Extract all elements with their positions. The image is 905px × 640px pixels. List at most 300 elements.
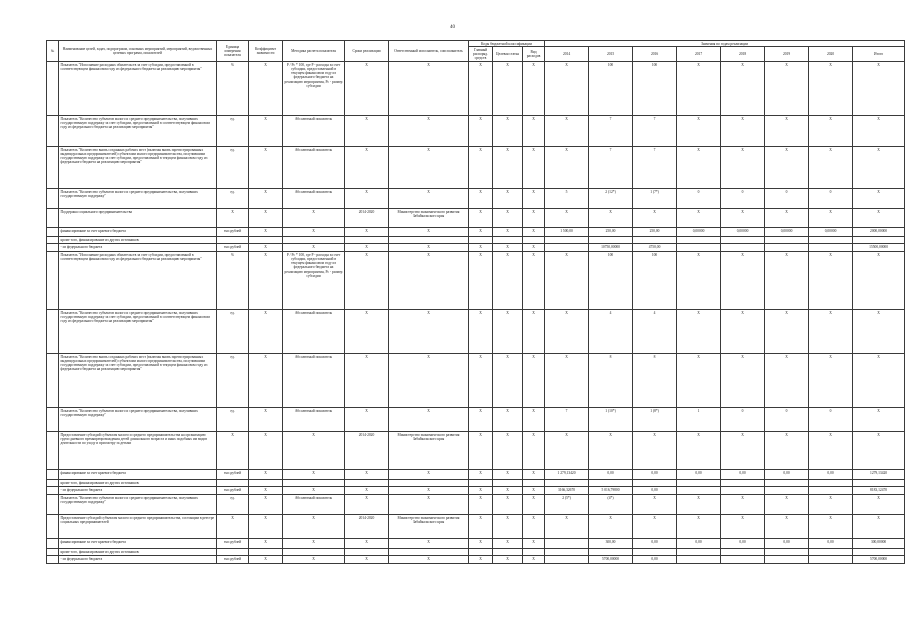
cell-name: кроме того, финансирование из других источников: xyxy=(59,549,217,556)
cell-method: Х xyxy=(283,209,345,228)
cell-kbk-cs: Х xyxy=(493,539,523,549)
cell-kbk-cs: Х xyxy=(493,147,523,189)
cell-kbk-gr: Х xyxy=(469,515,493,539)
cell-unit: тыс.рублей xyxy=(217,228,249,237)
cell-resp xyxy=(389,480,469,487)
page-number: 40 xyxy=(450,25,455,30)
cell-kbk-gr: Х xyxy=(469,209,493,228)
cell-num xyxy=(47,539,59,549)
cell-year-value: Х xyxy=(633,515,677,539)
cell-total: 8183,12470 xyxy=(853,487,905,495)
cell-term: Х xyxy=(345,556,389,564)
cell-resp: Х xyxy=(389,556,469,564)
cell-year-value: (4*) xyxy=(589,495,633,515)
cell-term: Х xyxy=(345,354,389,408)
cell-num xyxy=(47,228,59,237)
cell-kbk-gr xyxy=(469,237,493,244)
cell-resp: Х xyxy=(389,116,469,147)
cell-kbk-cs: Х xyxy=(493,228,523,237)
cell-kbk-gr: Х xyxy=(469,495,493,515)
cell-year-value: Х xyxy=(545,310,589,354)
cell-kbk-cs: Х xyxy=(493,495,523,515)
cell-year-value: 0 xyxy=(677,189,721,209)
cell-year-value: Х xyxy=(677,252,721,310)
cell-year-value: Х xyxy=(809,495,853,515)
cell-year-value: 4 xyxy=(589,310,633,354)
cell-kbk-cs: Х xyxy=(493,487,523,495)
cell-resp: Х xyxy=(389,470,469,480)
cell-year-value xyxy=(809,556,853,564)
cell-year-value: Х xyxy=(677,310,721,354)
cell-year-value: Х xyxy=(721,209,765,228)
cell-num xyxy=(47,244,59,252)
cell-kbk-vr: Х xyxy=(523,244,545,252)
table-row xyxy=(47,480,905,487)
cell-unit: тыс.рублей xyxy=(217,470,249,480)
cell-num xyxy=(47,116,59,147)
cell-kbk-gr: Х xyxy=(469,252,493,310)
col-year-header: 2014 xyxy=(545,47,589,62)
cell-year-value: 1 (8*) xyxy=(633,408,677,432)
cell-method: Х xyxy=(283,432,345,470)
cell-method: Х xyxy=(283,244,345,252)
cell-method: Абсолютный показатель xyxy=(283,310,345,354)
cell-unit: % xyxy=(217,252,249,310)
cell-kbk-gr: Х xyxy=(469,556,493,564)
cell-resp xyxy=(389,549,469,556)
cell-name: финансирование за счет краевого бюджета xyxy=(59,539,217,549)
cell-total: Х xyxy=(853,354,905,408)
cell-term: 2014-2020 xyxy=(345,515,389,539)
cell-kbk-cs: Х xyxy=(493,244,523,252)
cell-resp: Х xyxy=(389,495,469,515)
cell-year-value xyxy=(721,549,765,556)
cell-name: - из федерального бюджета xyxy=(59,487,217,495)
table-row xyxy=(47,116,905,147)
cell-year-value: 0,00 xyxy=(589,470,633,480)
cell-year-value: 300,00 xyxy=(589,539,633,549)
cell-year-value: Х xyxy=(545,62,589,116)
table-row xyxy=(47,470,905,480)
cell-year-value xyxy=(809,244,853,252)
cell-kbk-gr: Х xyxy=(469,408,493,432)
cell-kbk-gr: Х xyxy=(469,354,493,408)
cell-total: Х xyxy=(853,252,905,310)
cell-year-value: 7 xyxy=(589,147,633,189)
cell-year-value: 1 500,00 xyxy=(545,228,589,237)
cell-year-value: Х xyxy=(545,116,589,147)
cell-name: Предоставление субсидий субъектам малого и среднего предпринимательства на организацию групп дневного времяпрепровождения детей дошкольного возраста и иных подобных им видов деятельности по уходу и присмотру за детьми xyxy=(59,432,217,470)
cell-year-value: Х xyxy=(721,310,765,354)
cell-year-value: 250,00 xyxy=(633,228,677,237)
cell-kbk-vr: Х xyxy=(523,228,545,237)
cell-kbk-vr: Х xyxy=(523,147,545,189)
cell-coef: Х xyxy=(249,189,283,209)
cell-year-value: Х xyxy=(721,116,765,147)
cell-total: 2000,00000 xyxy=(853,228,905,237)
cell-year-value xyxy=(677,237,721,244)
cell-kbk-cs: Х xyxy=(493,515,523,539)
cell-kbk-gr: Х xyxy=(469,228,493,237)
cell-year-value: Х xyxy=(765,209,809,228)
cell-coef: Х xyxy=(249,515,283,539)
cell-year-value: 0,00000 xyxy=(721,228,765,237)
cell-coef: Х xyxy=(249,116,283,147)
cell-year-value: Х xyxy=(677,354,721,408)
cell-year-value: Х xyxy=(765,116,809,147)
cell-year-value: 0,00 xyxy=(809,539,853,549)
cell-coef: Х xyxy=(249,470,283,480)
cell-year-value: 2 (12*) xyxy=(589,189,633,209)
table-row xyxy=(47,209,905,228)
cell-term: Х xyxy=(345,189,389,209)
cell-coef: Х xyxy=(249,495,283,515)
cell-year-value xyxy=(765,244,809,252)
cell-year-value xyxy=(809,549,853,556)
cell-unit: тыс.рублей xyxy=(217,539,249,549)
cell-num xyxy=(47,549,59,556)
cell-num xyxy=(47,480,59,487)
cell-coef: Х xyxy=(249,62,283,116)
cell-year-value: Х xyxy=(633,432,677,470)
cell-unit: Х xyxy=(217,515,249,539)
cell-method: Х xyxy=(283,487,345,495)
cell-year-value: 0,00 xyxy=(765,539,809,549)
cell-year-value: Х xyxy=(545,147,589,189)
cell-method: Абсолютный показатель xyxy=(283,116,345,147)
cell-year-value: 5 xyxy=(545,189,589,209)
cell-resp: Х xyxy=(389,62,469,116)
cell-year-value: 4 xyxy=(633,310,677,354)
cell-method: Х xyxy=(283,515,345,539)
cell-coef: Х xyxy=(249,209,283,228)
cell-total: Х xyxy=(853,432,905,470)
cell-year-value: 250,00 xyxy=(589,228,633,237)
cell-term: Х xyxy=(345,539,389,549)
cell-name: Показатель "Количество субъектов малого и среднего предпринимательства, получивших государственную поддержку" xyxy=(59,408,217,432)
cell-unit: ед. xyxy=(217,354,249,408)
cell-kbk-cs xyxy=(493,480,523,487)
cell-term: Х xyxy=(345,116,389,147)
cell-unit: тыс.рублей xyxy=(217,244,249,252)
cell-year-value: Х xyxy=(633,209,677,228)
cell-year-value: Х xyxy=(721,432,765,470)
cell-year-value: Х xyxy=(545,432,589,470)
cell-year-value: 1 279,13420 xyxy=(545,470,589,480)
cell-year-value: 8 xyxy=(589,354,633,408)
cell-resp: Министерство экономического развития Забайкальского края xyxy=(389,515,469,539)
cell-year-value: 0,00000 xyxy=(677,228,721,237)
cell-kbk-cs: Х xyxy=(493,252,523,310)
cell-kbk-cs: Х xyxy=(493,310,523,354)
cell-year-value: Х xyxy=(721,495,765,515)
cell-year-value xyxy=(545,549,589,556)
cell-unit: ед. xyxy=(217,495,249,515)
cell-year-value: Х xyxy=(589,209,633,228)
cell-term: 2014-2020 xyxy=(345,432,389,470)
cell-kbk-cs: Х xyxy=(493,209,523,228)
cell-kbk-vr xyxy=(523,549,545,556)
cell-year-value xyxy=(809,480,853,487)
cell-year-value: 0 xyxy=(721,189,765,209)
cell-kbk-cs: Х xyxy=(493,354,523,408)
cell-term xyxy=(345,480,389,487)
cell-num xyxy=(47,147,59,189)
table-row xyxy=(47,237,905,244)
cell-kbk-vr: Х xyxy=(523,209,545,228)
cell-year-value: 0,00 xyxy=(765,470,809,480)
cell-name: Показатель "Количество субъектов малого и среднего предпринимательства, получивших государственную поддержку за счет субсидии, предоставленной в соответствующем финансовом году из федерального бюджета на реализацию мероприятия" xyxy=(59,310,217,354)
cell-term: Х xyxy=(345,310,389,354)
cell-unit: ед. xyxy=(217,408,249,432)
cell-coef: Х xyxy=(249,252,283,310)
cell-year-value xyxy=(633,237,677,244)
cell-coef xyxy=(249,480,283,487)
cell-year-value xyxy=(545,480,589,487)
cell-kbk-gr: Х xyxy=(469,310,493,354)
cell-year-value: Х xyxy=(765,495,809,515)
cell-total: Х xyxy=(853,310,905,354)
cell-kbk-gr: Х xyxy=(469,147,493,189)
cell-total: Х xyxy=(853,116,905,147)
cell-num xyxy=(47,408,59,432)
cell-resp: Х xyxy=(389,487,469,495)
cell-name: Предоставление субсидий субъектам малого и среднего предпринимательства, состоящим в реестре социальных предпринимателей xyxy=(59,515,217,539)
cell-year-value: 0,00 xyxy=(633,487,677,495)
cell-unit: % xyxy=(217,62,249,116)
cell-kbk-cs: Х xyxy=(493,432,523,470)
cell-name: Показатель "Количество вновь созданных рабочих мест (включая вновь зарегистрированных индивидуальных предпринимателей) субъектами малого предпринимательства, получившими государственную поддержку за счет субсидии, предоставленной в текущем финансовом году из федерального бюджета на реализацию мероприятия" xyxy=(59,354,217,408)
col-num-header: № xyxy=(47,41,59,62)
cell-resp: Х xyxy=(389,228,469,237)
cell-year-value xyxy=(721,556,765,564)
cell-num xyxy=(47,432,59,470)
cell-year-value: Х xyxy=(677,432,721,470)
cell-num xyxy=(47,189,59,209)
cell-term: Х xyxy=(345,470,389,480)
cell-unit: Х xyxy=(217,432,249,470)
table-row xyxy=(47,487,905,495)
cell-coef xyxy=(249,237,283,244)
cell-method: P / Pc * 100, где P - расходы за счет субсидии, предоставленной в текущем финансовом году из федерального бюджета на реализацию мероприятия, Pc - размер субсидии xyxy=(283,252,345,310)
table-row xyxy=(47,62,905,116)
cell-year-value: 10750,00000 xyxy=(589,244,633,252)
cell-year-value: Х xyxy=(721,62,765,116)
cell-year-value: Х xyxy=(765,310,809,354)
cell-year-value: Х xyxy=(809,432,853,470)
cell-term: Х xyxy=(345,487,389,495)
cell-year-value xyxy=(633,549,677,556)
cell-num xyxy=(47,515,59,539)
col-term-header: Сроки реализации xyxy=(345,41,389,62)
cell-name: финансирование за счет краевого бюджета xyxy=(59,470,217,480)
cell-resp: Х xyxy=(389,252,469,310)
cell-total: 15500,00000 xyxy=(853,244,905,252)
cell-year-value: 100 xyxy=(633,252,677,310)
cell-year-value: 100 xyxy=(589,62,633,116)
cell-year-value: Х xyxy=(809,147,853,189)
cell-resp: Министерство экономического развития Забайкальского края xyxy=(389,432,469,470)
cell-method xyxy=(283,549,345,556)
cell-year-value xyxy=(765,556,809,564)
cell-name: Показатель "Исполнение расходных обязательств за счет субсидии, предоставленной в соответствующем финансовом году из федерального бюджета на реализацию мероприятия" xyxy=(59,62,217,116)
cell-kbk-gr: Х xyxy=(469,432,493,470)
cell-unit: ед. xyxy=(217,147,249,189)
cell-kbk-vr xyxy=(523,480,545,487)
cell-year-value: 0,00 xyxy=(721,539,765,549)
table-row xyxy=(47,244,905,252)
cell-kbk-vr: Х xyxy=(523,252,545,310)
cell-year-value: 7 xyxy=(633,116,677,147)
cell-year-value: Х xyxy=(677,515,721,539)
cell-kbk-vr: Х xyxy=(523,189,545,209)
cell-year-value: 5 016,79800 xyxy=(589,487,633,495)
cell-year-value: Х xyxy=(633,495,677,515)
cell-year-value xyxy=(545,556,589,564)
cell-year-value: Х xyxy=(545,354,589,408)
cell-name: Показатель "Количество вновь созданных рабочих мест (включая вновь зарегистрированных индивидуальных предпринимателей) субъектами малого предпринимательства, получившими государственную поддержку за счет субсидии, предоставленной в текущем финансовом году из федерального бюджета на реализацию мероприятия" xyxy=(59,147,217,189)
cell-year-value: Х xyxy=(677,116,721,147)
cell-kbk-vr: Х xyxy=(523,515,545,539)
cell-year-value xyxy=(545,237,589,244)
cell-year-value: Х xyxy=(589,432,633,470)
cell-name: Показатель "Количество субъектов малого и среднего предпринимательства, получивших государственную поддержку" xyxy=(59,495,217,515)
table-row xyxy=(47,549,905,556)
cell-method: Абсолютный показатель xyxy=(283,189,345,209)
cell-kbk-gr: Х xyxy=(469,189,493,209)
cell-unit xyxy=(217,549,249,556)
cell-year-value: Х xyxy=(809,62,853,116)
col-kbk-cs-header: Целевая статья xyxy=(493,47,523,62)
cell-year-value: Х xyxy=(765,432,809,470)
cell-num xyxy=(47,556,59,564)
cell-kbk-gr: Х xyxy=(469,539,493,549)
cell-kbk-gr: Х xyxy=(469,470,493,480)
cell-year-value: Х xyxy=(765,515,809,539)
cell-term: Х xyxy=(345,228,389,237)
cell-resp: Х xyxy=(389,310,469,354)
cell-year-value: 0,00000 xyxy=(809,228,853,237)
col-year-header: 2020 xyxy=(809,47,853,62)
cell-term xyxy=(345,237,389,244)
cell-year-value: Х xyxy=(677,147,721,189)
cell-name: - из федерального бюджета xyxy=(59,556,217,564)
col-year-header: 2018 xyxy=(721,47,765,62)
col-year-header: 2017 xyxy=(677,47,721,62)
cell-kbk-gr: Х xyxy=(469,62,493,116)
cell-total: Х xyxy=(853,147,905,189)
cell-year-value: Х xyxy=(589,515,633,539)
cell-year-value xyxy=(765,549,809,556)
cell-year-value xyxy=(765,487,809,495)
cell-kbk-vr: Х xyxy=(523,116,545,147)
cell-year-value: 0,00 xyxy=(633,470,677,480)
cell-method: Х xyxy=(283,539,345,549)
cell-method: Х xyxy=(283,470,345,480)
table-row xyxy=(47,252,905,310)
cell-name: - из федерального бюджета xyxy=(59,244,217,252)
table-row xyxy=(47,310,905,354)
cell-year-value: Х xyxy=(545,209,589,228)
cell-year-value: Х xyxy=(677,495,721,515)
cell-total xyxy=(853,237,905,244)
cell-year-value xyxy=(677,487,721,495)
cell-year-value: 1 (10*) xyxy=(589,408,633,432)
cell-num xyxy=(47,62,59,116)
col-coef-header: Коэффициент значимости xyxy=(249,41,283,62)
cell-year-value xyxy=(721,480,765,487)
cell-year-value: Х xyxy=(809,252,853,310)
cell-coef: Х xyxy=(249,408,283,432)
cell-year-value: 1 (7*) xyxy=(633,189,677,209)
cell-year-value: Х xyxy=(809,354,853,408)
cell-num xyxy=(47,310,59,354)
cell-method xyxy=(283,237,345,244)
cell-term: Х xyxy=(345,408,389,432)
cell-year-value xyxy=(721,487,765,495)
cell-term: Х xyxy=(345,495,389,515)
cell-unit: ед. xyxy=(217,116,249,147)
table-row xyxy=(47,432,905,470)
cell-coef: Х xyxy=(249,147,283,189)
cell-unit: ед. xyxy=(217,189,249,209)
cell-year-value: Х xyxy=(721,515,765,539)
program-table xyxy=(46,40,905,564)
cell-name: Показатель "Количество субъектов малого и среднего предпринимательства, получивших государственную поддержку" xyxy=(59,189,217,209)
cell-resp xyxy=(389,237,469,244)
cell-year-value: 0,00 xyxy=(633,539,677,549)
cell-resp: Х xyxy=(389,147,469,189)
cell-year-value: 7 xyxy=(545,408,589,432)
cell-total: Х xyxy=(853,515,905,539)
cell-year-value xyxy=(677,549,721,556)
cell-coef: Х xyxy=(249,487,283,495)
cell-year-value: 7 xyxy=(633,147,677,189)
cell-term: Х xyxy=(345,244,389,252)
cell-year-value xyxy=(809,487,853,495)
cell-year-value: 0 xyxy=(809,408,853,432)
cell-year-value: Х xyxy=(809,310,853,354)
cell-unit: тыс.рублей xyxy=(217,487,249,495)
col-resp-header: Ответственный исполнитель, соисполнитель xyxy=(389,41,469,62)
cell-name: кроме того, финансирование из других источников: xyxy=(59,480,217,487)
cell-total: 5700,00000 xyxy=(853,556,905,564)
cell-method: Х xyxy=(283,228,345,237)
cell-kbk-gr xyxy=(469,480,493,487)
cell-year-value: Х xyxy=(677,62,721,116)
cell-method: Абсолютный показатель xyxy=(283,354,345,408)
cell-kbk-vr: Х xyxy=(523,408,545,432)
cell-year-value: 1 xyxy=(677,408,721,432)
cell-total: Х xyxy=(853,495,905,515)
cell-year-value xyxy=(589,549,633,556)
cell-kbk-cs xyxy=(493,549,523,556)
cell-year-value: Х xyxy=(809,209,853,228)
cell-year-value xyxy=(677,480,721,487)
cell-method: Абсолютный показатель xyxy=(283,495,345,515)
cell-year-value: 0,00 xyxy=(633,556,677,564)
cell-kbk-cs: Х xyxy=(493,189,523,209)
col-method-header: Методика расчета показателя xyxy=(283,41,345,62)
cell-year-value: 0,00 xyxy=(809,470,853,480)
kbk-group-header: Коды бюджетной классификации xyxy=(469,41,545,47)
table-row xyxy=(47,189,905,209)
cell-year-value xyxy=(677,244,721,252)
cell-coef: Х xyxy=(249,228,283,237)
cell-term: 2014-2020 xyxy=(345,209,389,228)
cell-year-value xyxy=(765,480,809,487)
cell-unit: ед. xyxy=(217,310,249,354)
